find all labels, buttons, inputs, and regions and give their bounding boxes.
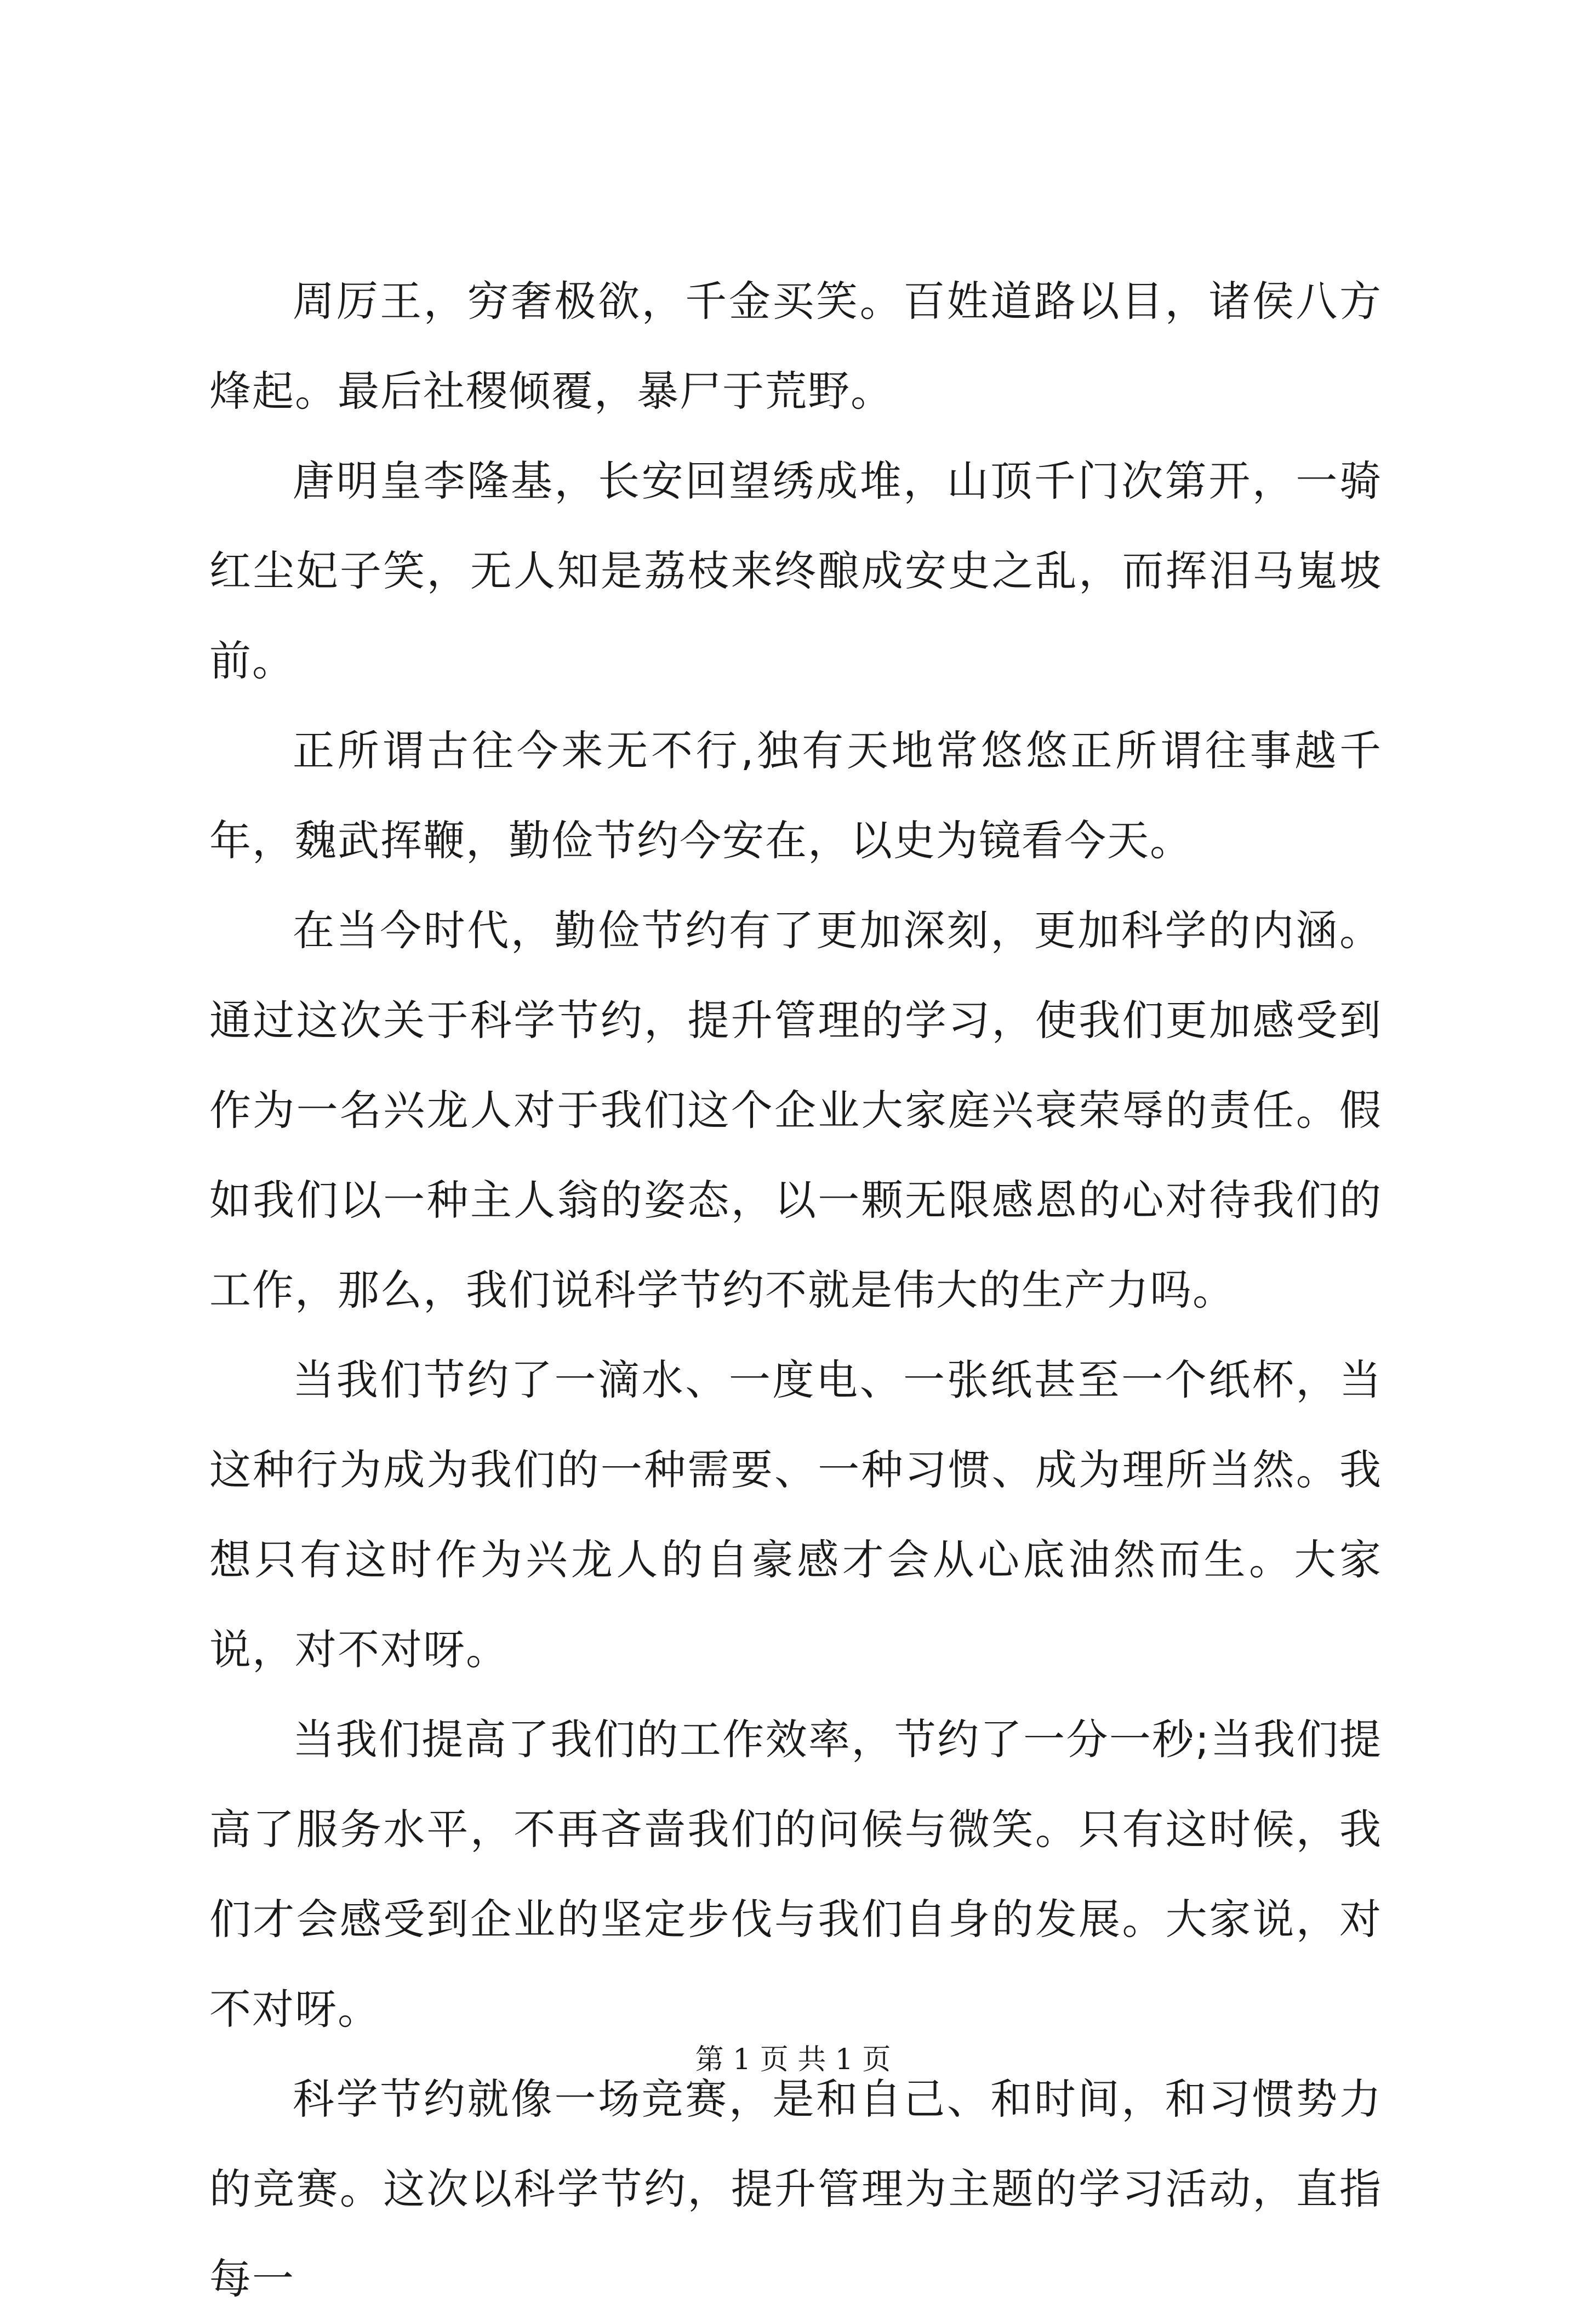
paragraph-6: 当我们提高了我们的工作效率，节约了一分一秒;当我们提高了服务水平，不再吝啬我们的问候与微笑。只有这时候，我们才会感受到企业的坚定步伐与我们自身的发展。大家说，对不对呀。 xyxy=(209,1715,1382,2034)
document-body xyxy=(209,257,1382,2324)
paragraph-2: 唐明皇李隆基，长安回望绣成堆，山顶千门次第开，一骑红尘妃子笑，无人知是荔枝来终酿成安史之乱，而挥泪马嵬坡前。 xyxy=(209,457,1382,685)
paragraph-1: 周厉王，穷奢极欲，千金买笑。百姓道路以目，诸侯八方烽起。最后社稷倾覆，暴尸于荒野。 xyxy=(209,277,1382,415)
paragraph-5: 当我们节约了一滴水、一度电、一张纸甚至一个纸杯，当这种行为成为我们的一种需要、一种习惯、成为理所当然。我想只有这时作为兴龙人的自豪感才会从心底油然而生。大家说，对不对呀。 xyxy=(209,1355,1382,1674)
page-footer xyxy=(0,2038,1586,2082)
paragraph-7: 科学节约就像一场竞赛，是和自己、和时间，和习惯势力的竞赛。这次以科学节约，提升管理为主题的学习活动，直指每一 xyxy=(209,2075,1382,2303)
paragraph-4: 在当今时代，勤俭节约有了更加深刻，更加科学的内涵。通过这次关于科学节约，提升管理的学习，使我们更加感受到作为一名兴龙人对于我们这个企业大家庭兴衰荣辱的责任。假如我们以一种主人翁的姿态，以一颗无限感恩的心对待我们的工作，那么，我们说科学节约不就是伟大的生产力吗。 xyxy=(209,906,1382,1314)
paragraph-3: 正所谓古往今来无不行,独有天地常悠悠正所谓往事越千年，魏武挥鞭，勤俭节约今安在，以史为镜看今天。 xyxy=(209,726,1382,865)
page-number-label: 第 1 页 共 1 页 xyxy=(695,2043,891,2076)
